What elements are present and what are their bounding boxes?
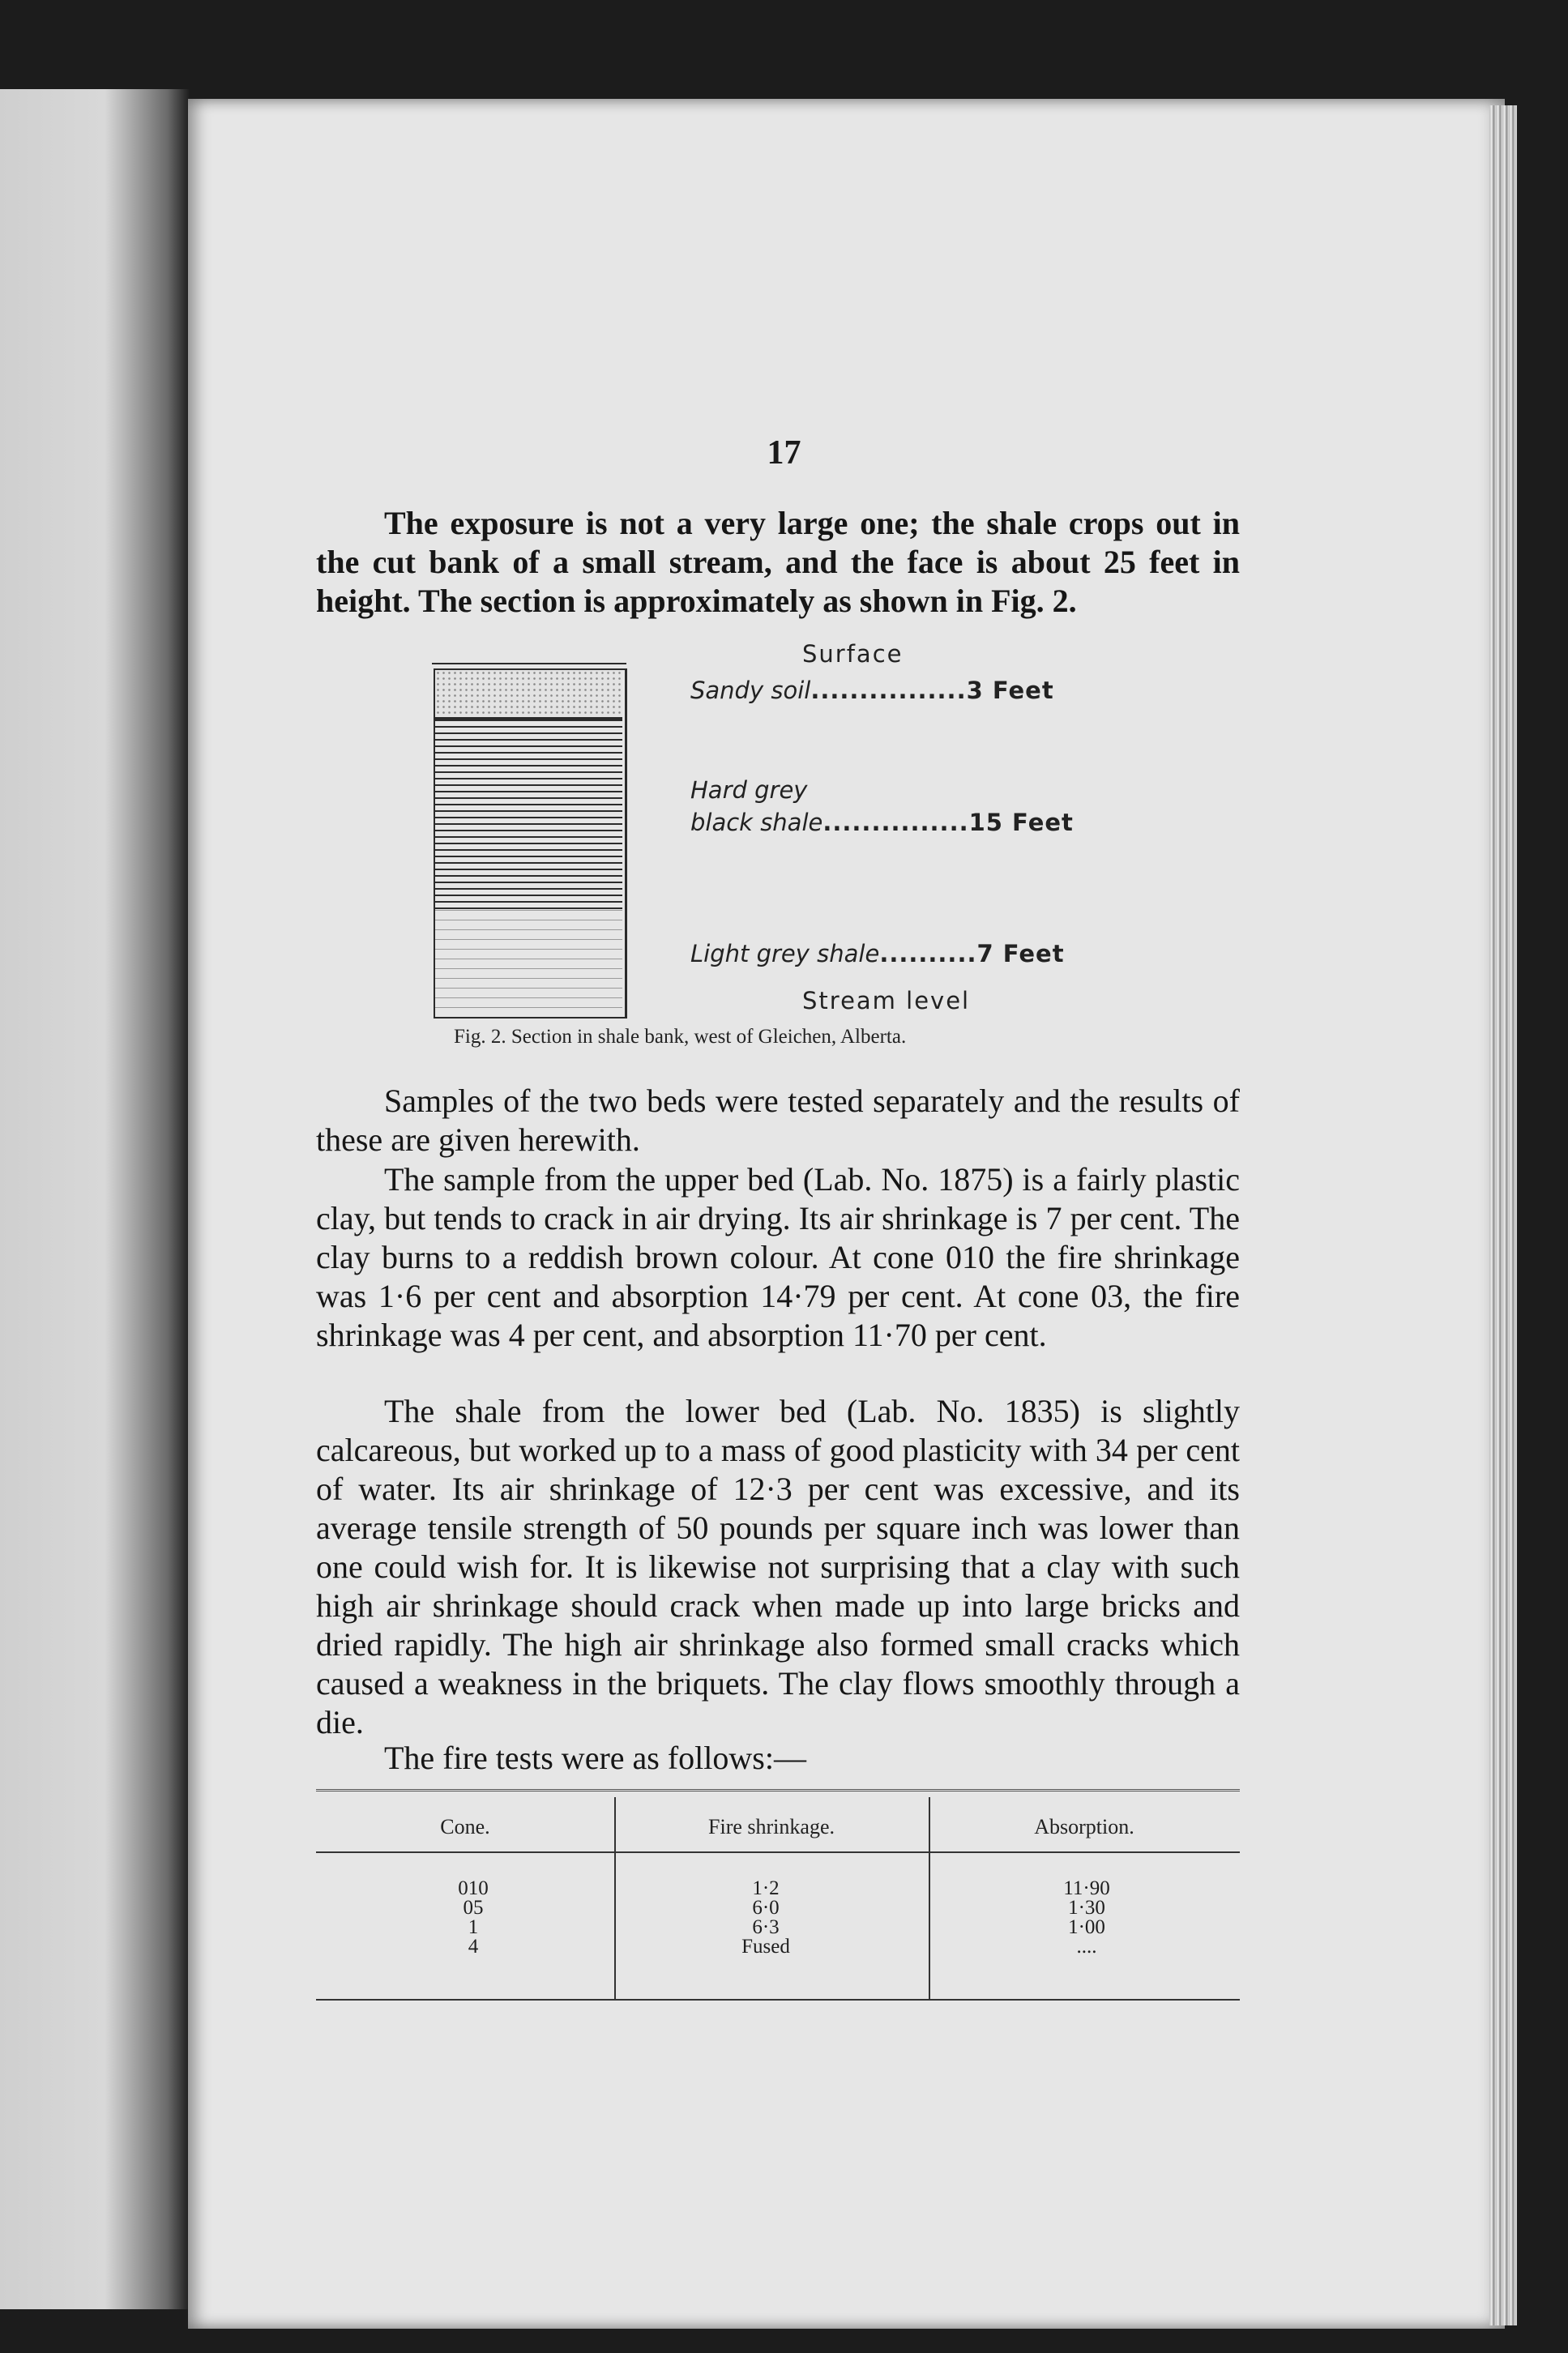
upper-bed-paragraph: The sample from the upper bed (Lab. No. 1875) is a fairly plastic clay, but tends to crack in air drying. Its air shrinkage is 7 per cent. The clay burns to a reddish brown colour. At cone 010 the fire shrinkage was 1·6 per cent and absorption 14·79 per cent. At cone 03, the fire shrinkage was 4 per cent, and absorption 11·70 per cent. bbox=[316, 1161, 1240, 1353]
light-shale-label: Light grey shale bbox=[690, 940, 880, 967]
cell-absorption: .... bbox=[1076, 1936, 1097, 1958]
cell-fire-shrinkage: 6·0 bbox=[752, 1897, 780, 1919]
cell-cone: 010 bbox=[458, 1877, 489, 1899]
surface-label: Surface bbox=[802, 640, 904, 668]
figure-caption: Fig. 2. Section in shale bank, west of Gleichen, Alberta. bbox=[454, 1026, 907, 1048]
light-shale-thickness: ..........7 Feet bbox=[879, 940, 1065, 967]
table-bottom-rule bbox=[316, 1999, 1240, 2001]
cell-fire-shrinkage: 1·2 bbox=[752, 1877, 780, 1899]
cell-absorption: 11·90 bbox=[1063, 1877, 1110, 1899]
header-cone: Cone. bbox=[440, 1815, 490, 1838]
column-outline bbox=[434, 668, 627, 1018]
sandy-soil-label-row bbox=[690, 677, 1054, 704]
cell-fire-shrinkage: Fused bbox=[741, 1936, 790, 1958]
page-number: 17 bbox=[767, 434, 801, 472]
sandy-soil-label: Sandy soil bbox=[690, 677, 811, 704]
samples-paragraph: Samples of the two beds were tested separately and the results of these are given herewith. bbox=[316, 1083, 1240, 1158]
stream-level-label: Stream level bbox=[802, 987, 971, 1014]
light-shale-label-row bbox=[690, 940, 1065, 967]
header-absorption: Absorption. bbox=[1034, 1815, 1134, 1838]
section-column-diagram bbox=[434, 668, 625, 1017]
cell-cone: 05 bbox=[463, 1897, 484, 1919]
facing-page-edge bbox=[0, 89, 190, 2309]
cell-cone: 4 bbox=[468, 1936, 479, 1958]
cell-cone: 1 bbox=[468, 1916, 479, 1938]
cell-absorption: 1·30 bbox=[1068, 1897, 1105, 1919]
hard-shale-label-line-2: black shale bbox=[690, 809, 823, 836]
hard-shale-label-line-1: Hard grey bbox=[690, 776, 808, 804]
cell-absorption: 1·00 bbox=[1068, 1916, 1105, 1938]
table-top-rule bbox=[316, 1789, 1240, 1796]
lower-bed-paragraph: The shale from the lower bed (Lab. No. 1835) is slightly calcareous, but worked up to a mass of good plasticity with 34 per cent of water. Its air shrinkage of 12·3 per cent was excessive, and its average tensile strength of 50 pounds per square inch was lower than one could wish for. It is likewise not surprising that a clay with such high air shrinkage should crack when made up into large bricks and dried rapidly. The high air shrinkage also formed small cracks which caused a weakness in the briquets. The clay flows smoothly through a die. bbox=[316, 1393, 1240, 1740]
hard-shale-label-row bbox=[690, 809, 1074, 836]
table-header-rule bbox=[316, 1851, 1240, 1853]
figure-top-rule bbox=[432, 663, 626, 668]
fire-tests-intro: The fire tests were as follows:— bbox=[384, 1740, 806, 1776]
header-fire-shrinkage: Fire shrinkage. bbox=[708, 1815, 835, 1838]
sandy-soil-thickness: ................3 Feet bbox=[810, 677, 1054, 704]
cell-fire-shrinkage: 6·3 bbox=[752, 1916, 780, 1938]
hard-shale-thickness: ...............15 Feet bbox=[822, 809, 1074, 836]
intro-paragraph: The exposure is not a very large one; the shale crops out in the cut bank of a small stream, and the face is about 25 feet in height. The section is approximately as shown in Fig. 2. bbox=[316, 505, 1240, 619]
